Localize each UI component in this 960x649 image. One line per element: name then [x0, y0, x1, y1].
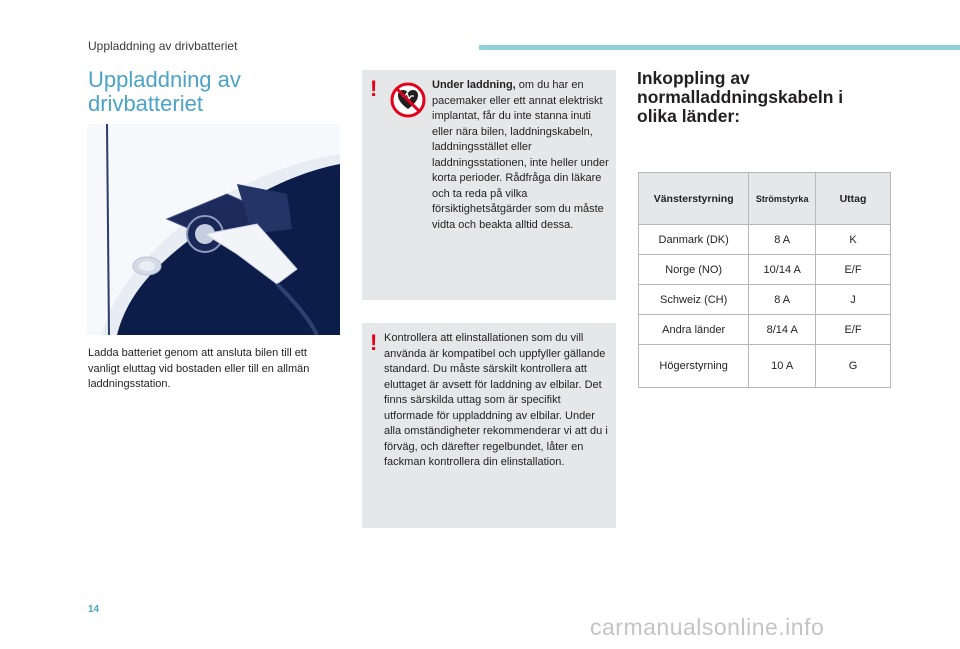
- table-cell: J: [816, 285, 891, 315]
- table-cell: E/F: [816, 255, 891, 285]
- table-row: [639, 285, 891, 315]
- country-spec-table: [638, 172, 891, 388]
- table-header: Strömstyrka: [749, 173, 816, 225]
- table-cell: Norge (NO): [639, 255, 749, 285]
- warning-box-installation: [362, 323, 616, 528]
- warning-text: Kontrollera att elinstallationen som du vill använda är kompatibel och uppfyller gällande standard. Du måste särskilt kontrollera att eluttaget är avsett för laddning av elbilar. Det finns särskilda uttag som är specifikt utformade för uppladdning av elbilar. Under alla omständigheter rekommenderar vi att du i förväg, och därefter regelbundet, låter en fackman kontrollera din elinstallation.: [384, 332, 608, 468]
- page-title: Uppladdning av drivbatteriet: [88, 67, 241, 116]
- warning-mark: !: [370, 330, 378, 355]
- table-cell: 8/14 A: [749, 315, 816, 345]
- table-cell: K: [816, 225, 891, 255]
- running-head: Uppladdning av drivbatteriet: [88, 39, 238, 53]
- table-header-row: [639, 173, 891, 225]
- warning-body: om du har en pacemaker eller ett annat elektriskt implantat, får du inte stanna inuti eller nära bilen, laddningskabeln, laddningsstället eller laddningsstationen, inte heller under korta perioder. Rådfråga din läkare och ta reda på vilka försiktighetsåtgärder som du måste vidta och beakta alltid dessa.: [432, 79, 609, 231]
- table-cell: 8 A: [749, 285, 816, 315]
- table-row: [639, 315, 891, 345]
- table-cell: G: [816, 345, 891, 388]
- table-cell: E/F: [816, 315, 891, 345]
- table-row: [639, 255, 891, 285]
- warning-text: [432, 78, 614, 233]
- warning-mark: !: [370, 76, 378, 101]
- warning-box-pacemaker: [362, 70, 616, 300]
- table-cell: 10 A: [749, 345, 816, 388]
- table-cell: 8 A: [749, 225, 816, 255]
- caption: Ladda batteriet genom att ansluta bilen till ett vanligt eluttag vid bostaden eller till en allmän laddningsstation.: [88, 347, 310, 390]
- charging-socket-illustration: [87, 124, 340, 335]
- warning-lead: Under laddning,: [432, 79, 516, 91]
- table-cell: Högerstyrning: [639, 345, 749, 388]
- table-header: Vänsterstyrning: [639, 173, 749, 225]
- header-accent-bar: [479, 45, 960, 50]
- watermark: carmanualsonline.info: [590, 614, 825, 640]
- section-title: Inkoppling av normalladdningskabeln i olika länder:: [637, 68, 844, 126]
- page-number: 14: [88, 604, 100, 615]
- table-cell: 10/14 A: [749, 255, 816, 285]
- table-cell: Andra länder: [639, 315, 749, 345]
- table-row: [639, 345, 891, 388]
- table-header: Uttag: [816, 173, 891, 225]
- table-cell: Schweiz (CH): [639, 285, 749, 315]
- table-row: [639, 225, 891, 255]
- table-cell: Danmark (DK): [639, 225, 749, 255]
- no-pacemaker-icon: [390, 82, 426, 118]
